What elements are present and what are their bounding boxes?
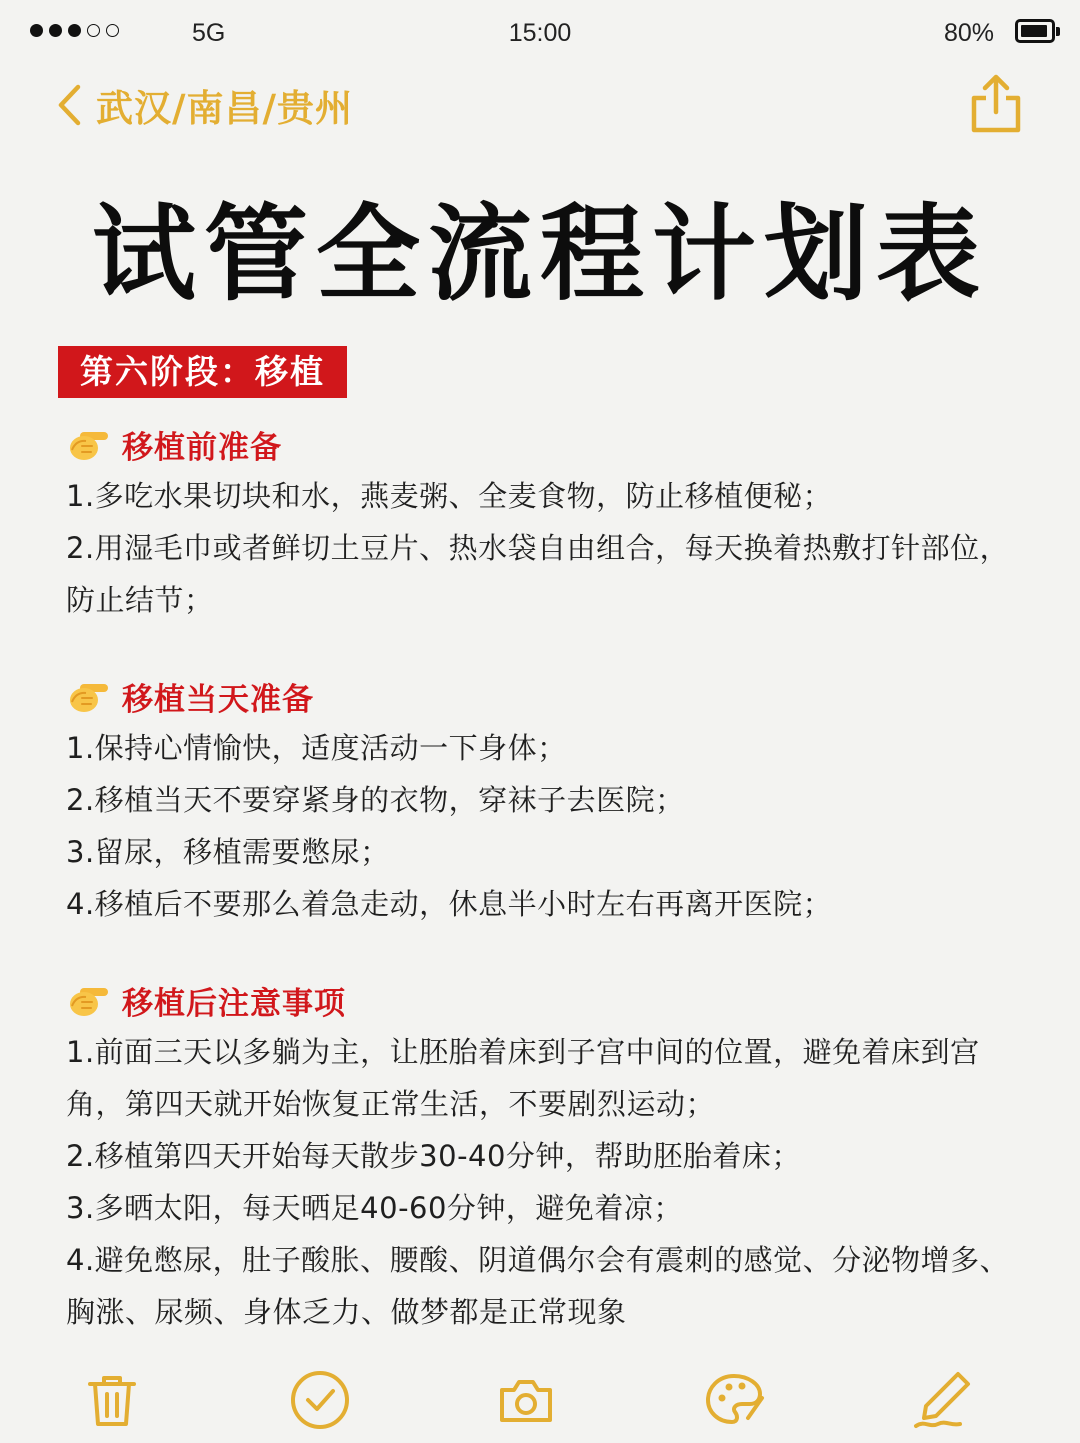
stage-badge: 第六阶段：移植 [58, 346, 347, 398]
palette-icon [702, 1368, 766, 1432]
chevron-left-icon [56, 83, 82, 127]
list-item: 3.多晒太阳，每天晒足40-60分钟，避免着凉； [66, 1191, 683, 1225]
battery-percentage: 80% [944, 19, 995, 47]
section-header [66, 418, 1036, 470]
compose-button[interactable] [910, 1368, 974, 1432]
section-transfer-day [66, 670, 1036, 930]
battery-icon [1015, 19, 1055, 43]
markup-button[interactable] [702, 1368, 766, 1432]
pointing-hand-icon [66, 982, 110, 1018]
status-bar [0, 0, 1080, 66]
bottom-toolbar [0, 1368, 1080, 1443]
back-button[interactable] [56, 78, 353, 132]
list-item: 1.多吃水果切块和水，燕麦粥、全麦食物，防止移植便秘； [66, 479, 833, 513]
share-button[interactable] [968, 74, 1024, 140]
pointing-hand-icon [66, 678, 110, 714]
camera-button[interactable] [494, 1368, 558, 1432]
list-item: 4.避免憋尿，肚子酸胀、腰酸、阴道偶尔会有震刺的感觉、分泌物增多、胸涨、尿频、身体乏力、做梦都是正常现象 [66, 1243, 1010, 1329]
section-title: 移植当天准备 [122, 681, 314, 718]
list-item: 1.前面三天以多躺为主，让胚胎着床到子宫中间的位置，避免着床到宫角，第四天就开始恢复正常生活，不要剧烈运动； [66, 1035, 980, 1121]
delete-button[interactable] [80, 1368, 144, 1432]
section-title: 移植后注意事项 [122, 985, 346, 1022]
trash-icon [80, 1368, 144, 1432]
list-item: 2.移植第四天开始每天散步30-40分钟，帮助胚胎着床； [66, 1139, 801, 1173]
page-title: 试管全流程计划表 [91, 193, 988, 315]
checkmark-icon [288, 1368, 352, 1432]
note-body[interactable] [66, 418, 1036, 1382]
list-item: 3.留尿，移植需要憋尿； [66, 835, 390, 869]
list-item: 2.移植当天不要穿紧身的衣物，穿袜子去医院； [66, 783, 685, 817]
network-type: 5G [192, 19, 226, 47]
pen-icon [910, 1368, 974, 1432]
list-item: 1.保持心情愉快，适度活动一下身体； [66, 731, 567, 765]
back-label: 武汉/南昌/贵州 [96, 87, 354, 130]
pointing-hand-icon [66, 426, 110, 462]
checklist-button[interactable] [288, 1368, 352, 1432]
section-post-transfer [66, 974, 1036, 1338]
nav-bar [0, 74, 1080, 134]
section-pre-transfer [66, 418, 1036, 626]
section-header [66, 974, 1036, 1026]
section-title: 移植前准备 [122, 429, 282, 466]
share-icon [968, 74, 1024, 136]
camera-icon [494, 1368, 558, 1432]
section-header [66, 670, 1036, 722]
status-time: 15:00 [508, 19, 572, 47]
list-item: 4.移植后不要那么着急走动，休息半小时左右再离开医院； [66, 887, 833, 921]
list-item: 2.用湿毛巾或者鲜切土豆片、热水袋自由组合，每天换着热敷打针部位，防止结节； [66, 531, 1010, 617]
